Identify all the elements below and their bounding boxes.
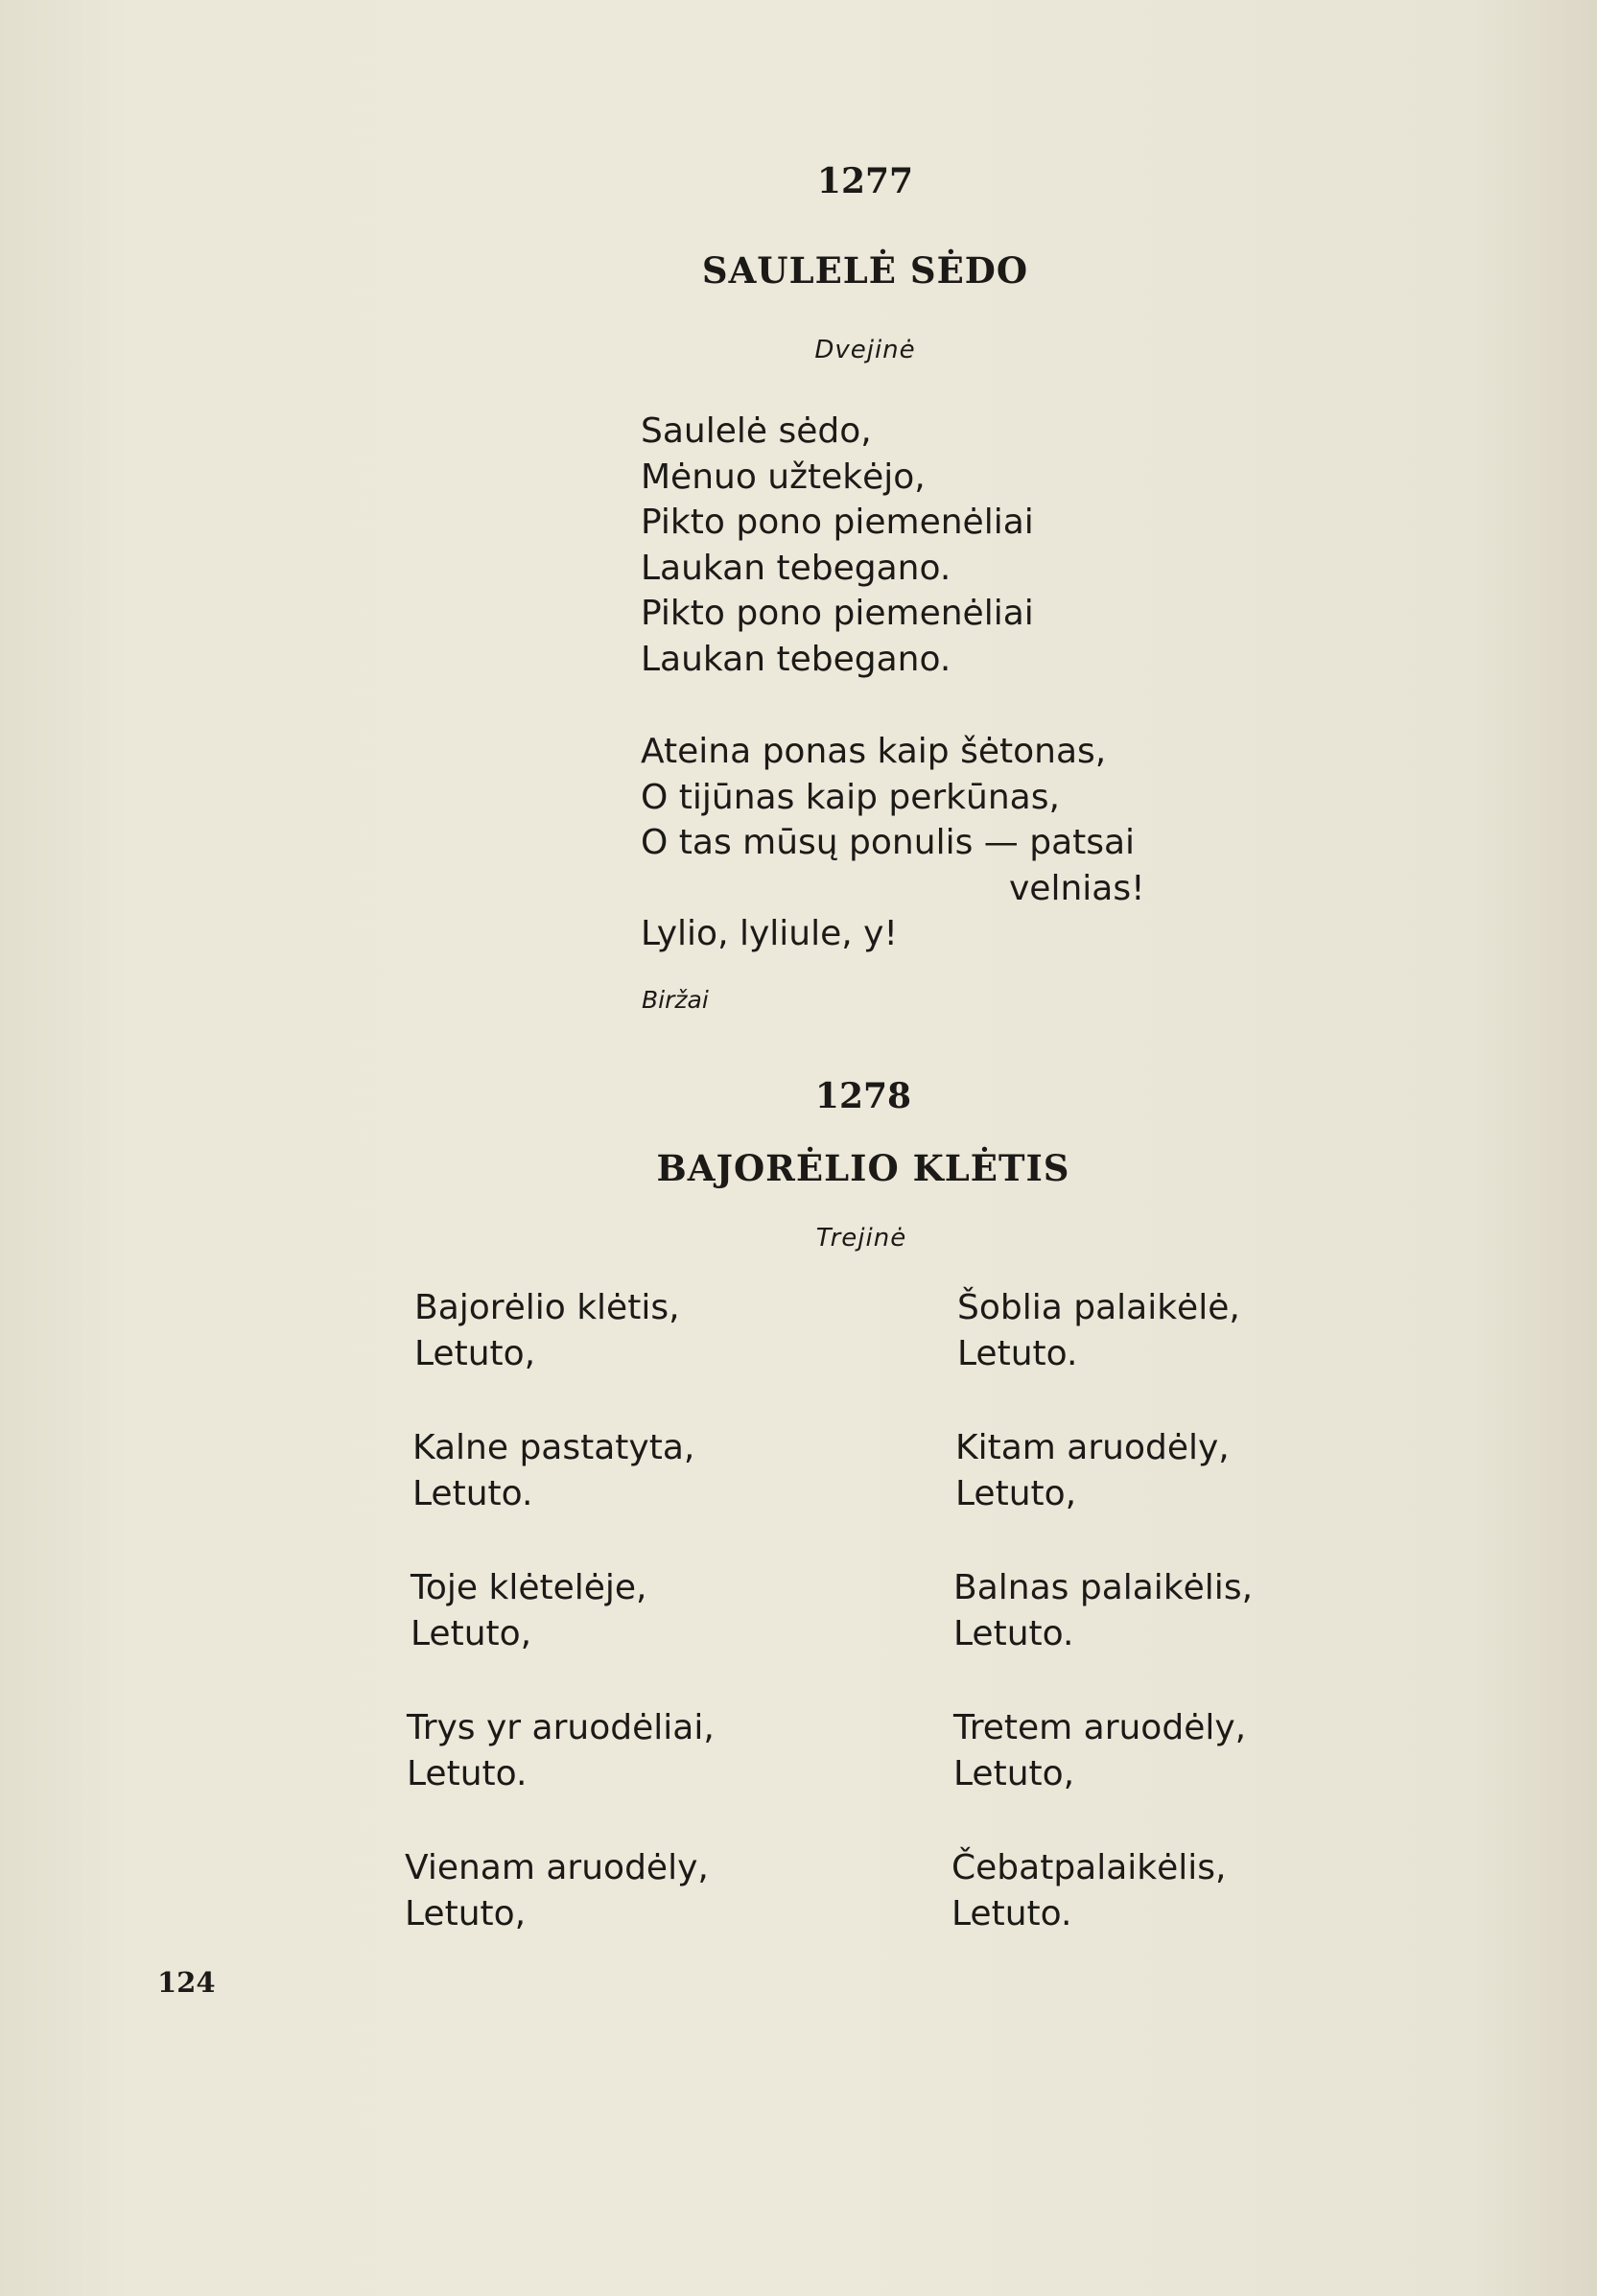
verse-line: Letuto, bbox=[414, 1334, 536, 1373]
song-subtitle: Dvejinė bbox=[814, 336, 916, 364]
place-name: Biržai bbox=[642, 986, 709, 1014]
verse-line: Letuto. bbox=[957, 1334, 1078, 1373]
verse-line: Letuto, bbox=[411, 1614, 532, 1653]
verse-line: Ateina ponas kaip šėtonas, bbox=[641, 732, 1107, 771]
song-title: BAJORĖLIO KLĖTIS bbox=[656, 1147, 1070, 1189]
verse-line: Kalne pastatyta, bbox=[412, 1428, 695, 1467]
left-stanza bbox=[412, 1425, 694, 1517]
right-stanza bbox=[953, 1705, 1246, 1797]
verse-stanza-2 bbox=[641, 729, 1145, 957]
left-stanza bbox=[411, 1565, 647, 1657]
left-stanza bbox=[407, 1705, 715, 1797]
page-number: 124 bbox=[157, 1966, 216, 1999]
song-number: 1277 bbox=[816, 161, 914, 201]
verse-line: Trys yr aruodėliai, bbox=[407, 1708, 715, 1747]
verse-line: Laukan tebegano. bbox=[641, 639, 951, 679]
verse-line: Toje klėtelėje, bbox=[411, 1568, 647, 1607]
left-stanza bbox=[414, 1285, 680, 1377]
song-title: SAULELĖ SĖDO bbox=[701, 249, 1029, 292]
verse-stanza-1 bbox=[641, 409, 1034, 682]
verse-line: Čebatpalaikėlis, bbox=[951, 1848, 1227, 1887]
verse-line: Letuto, bbox=[955, 1474, 1077, 1513]
verse-line: Letuto. bbox=[407, 1754, 528, 1793]
right-stanza bbox=[953, 1565, 1253, 1657]
right-stanza bbox=[951, 1845, 1227, 1937]
verse-line: Kitam aruodėly, bbox=[955, 1428, 1230, 1467]
right-stanza bbox=[955, 1425, 1230, 1517]
verse-line-continuation: velnias! bbox=[1009, 868, 1145, 908]
verse-line: Vienam aruodėly, bbox=[405, 1848, 709, 1887]
verse-line: Pikto pono piemenėliai bbox=[641, 594, 1034, 633]
verse-line: Letuto, bbox=[405, 1894, 527, 1933]
verse-line: Bajorėlio klėtis, bbox=[414, 1288, 680, 1327]
verse-line: Pikto pono piemenėliai bbox=[641, 503, 1034, 542]
verse-line: Lylio, lyliule, y! bbox=[641, 914, 898, 953]
verse-line: Šoblia palaikėlė, bbox=[957, 1288, 1240, 1327]
verse-line: Balnas palaikėlis, bbox=[953, 1568, 1254, 1607]
verse-line: Saulelė sėdo, bbox=[641, 411, 872, 451]
right-stanza bbox=[957, 1285, 1240, 1377]
verse-line: O tijūnas kaip perkūnas, bbox=[641, 777, 1060, 817]
verse-line: Letuto. bbox=[412, 1474, 533, 1513]
left-stanza bbox=[405, 1845, 709, 1937]
verse-line: Laukan tebegano. bbox=[641, 548, 951, 588]
song-number: 1278 bbox=[814, 1076, 912, 1116]
verse-line: Letuto. bbox=[953, 1614, 1074, 1653]
verse-line: Letuto, bbox=[953, 1754, 1075, 1793]
verse-line: Tretem aruodėly, bbox=[953, 1708, 1247, 1747]
verse-line: O tas mūsų ponulis — patsai bbox=[641, 823, 1136, 862]
verse-line: Mėnuo užtekėjo, bbox=[641, 457, 926, 497]
song-subtitle: Trejinė bbox=[815, 1224, 907, 1253]
verse-line: Letuto. bbox=[951, 1894, 1072, 1933]
